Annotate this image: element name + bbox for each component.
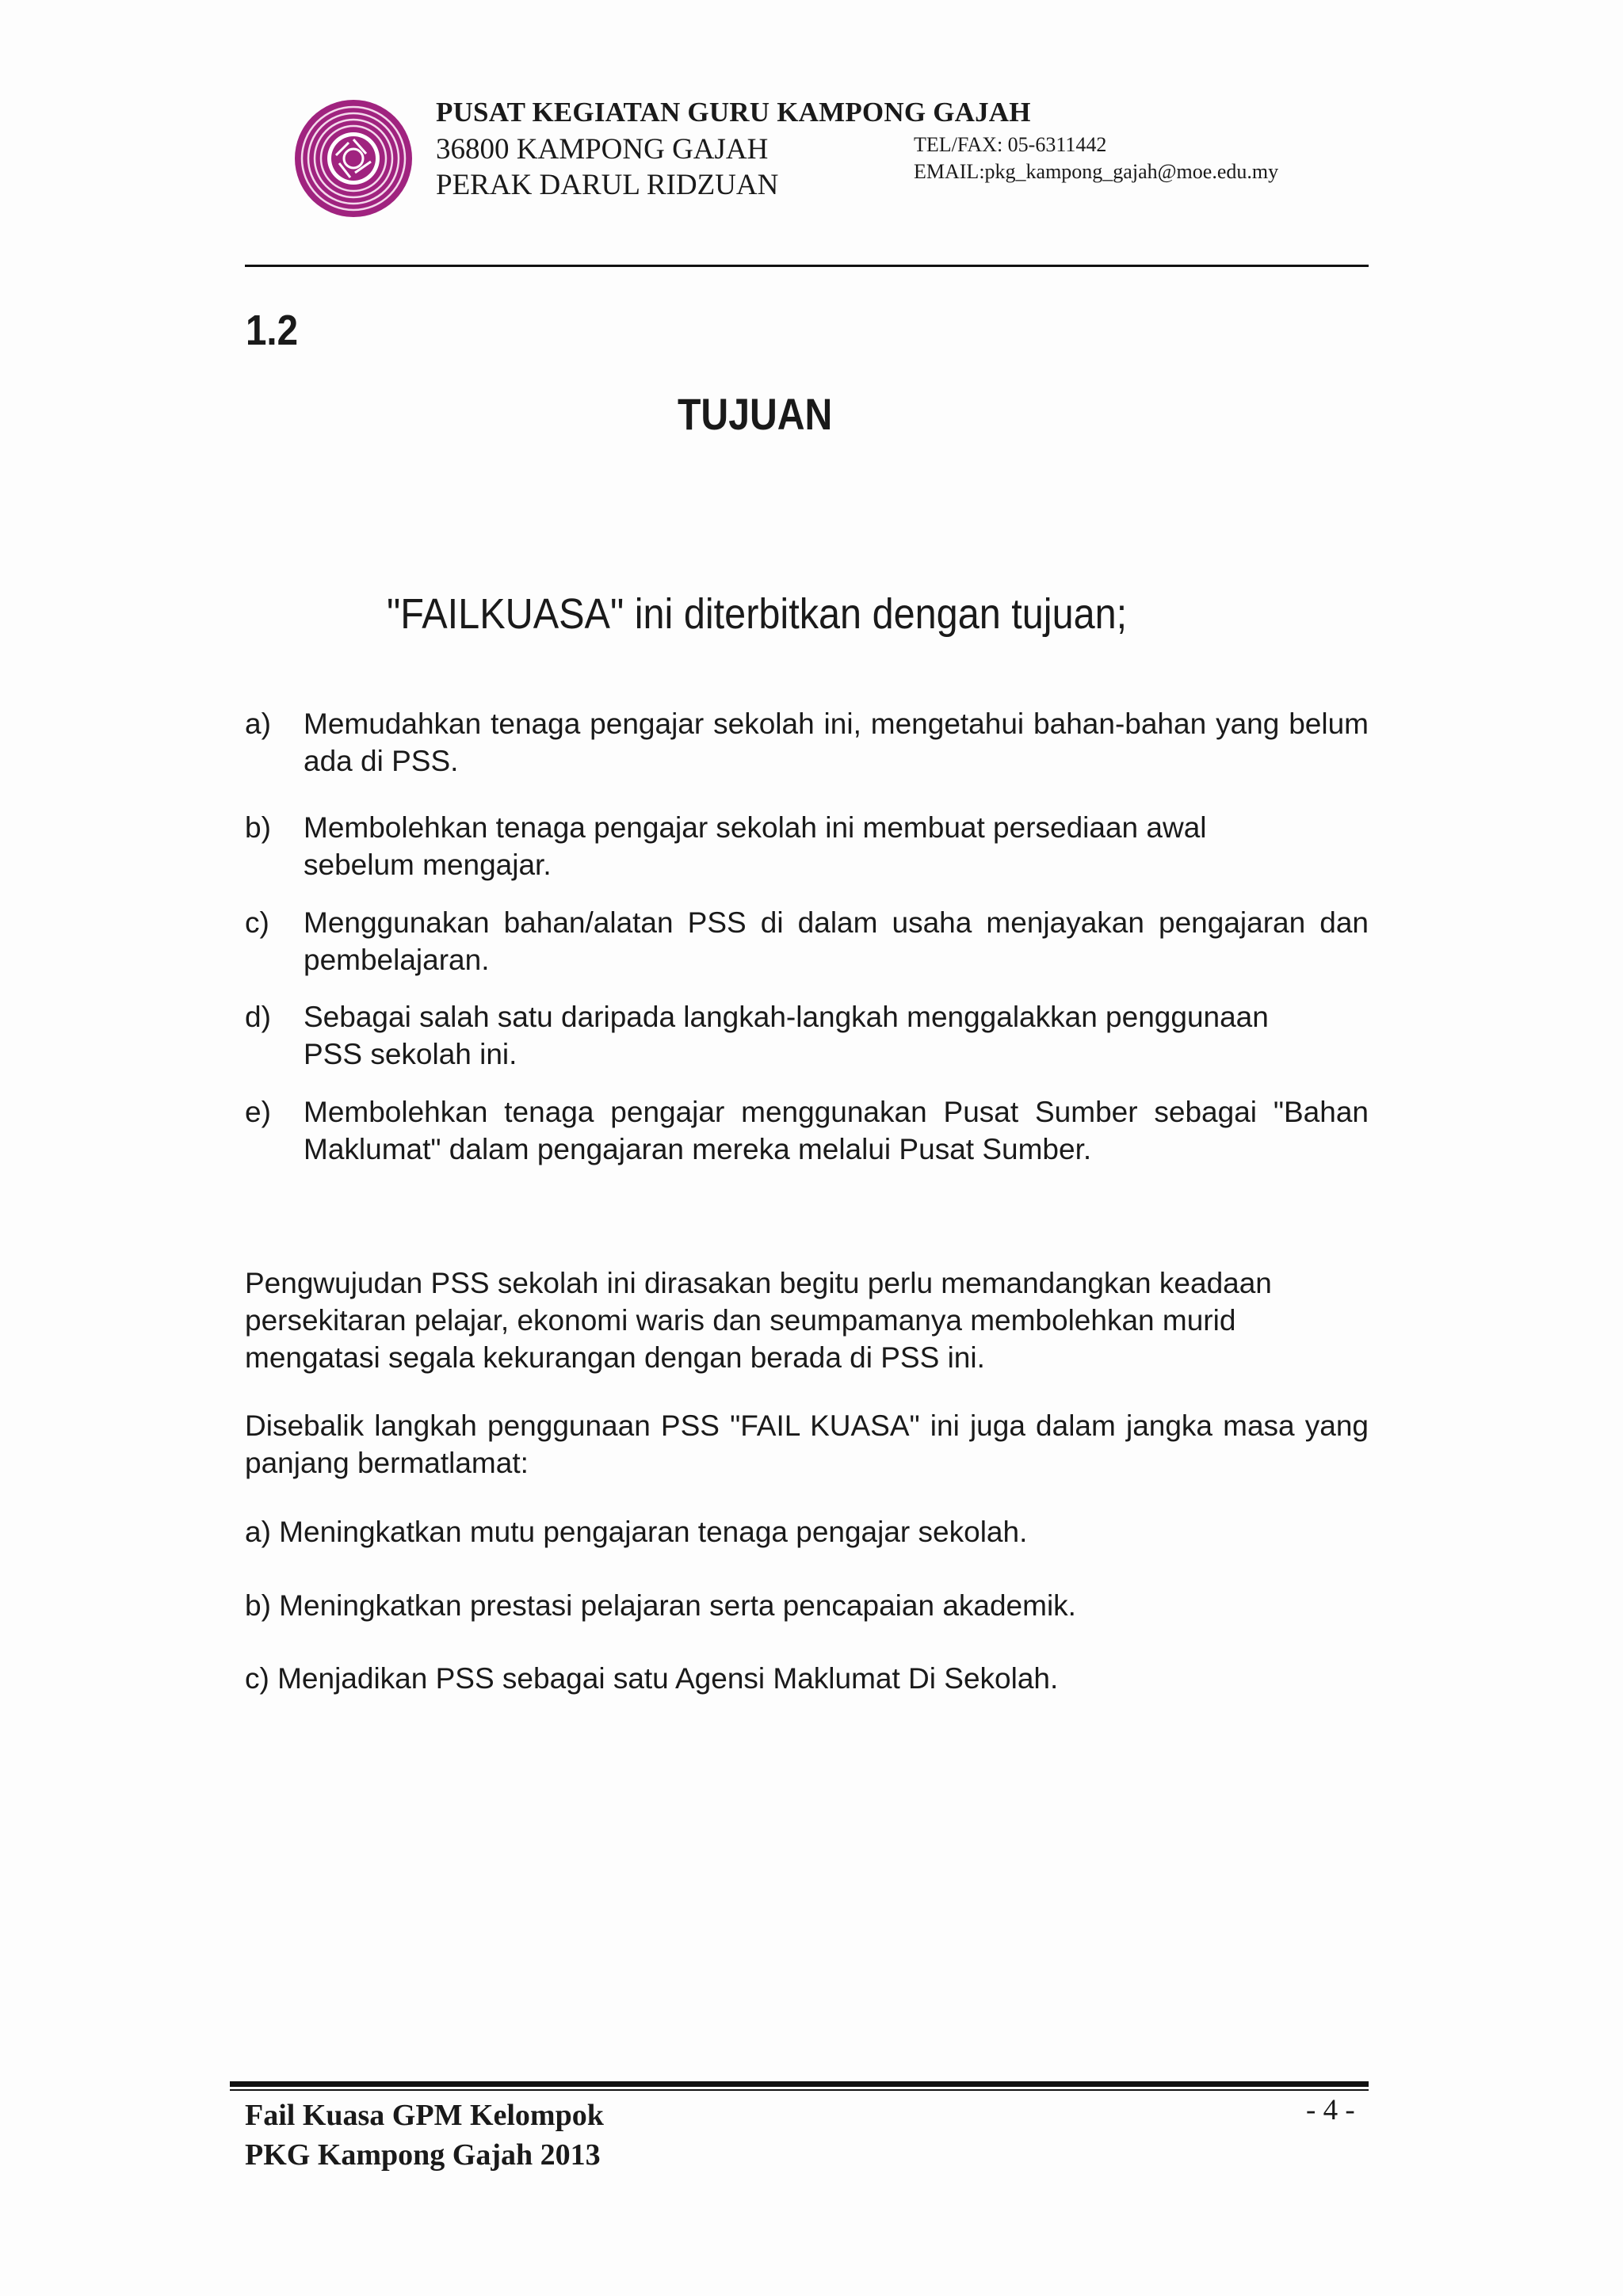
goal-item: c) Menjadikan PSS sebagai satu Agensi Maklumat Di Sekolah.	[245, 1662, 1059, 1695]
organization-name: PUSAT KEGIATAN GURU KAMPONG GAJAH	[436, 97, 1031, 128]
address-line-2: PERAK DARUL RIDZUAN	[436, 169, 779, 201]
address-line-1: 36800 KAMPONG GAJAH	[436, 133, 769, 166]
list-item-marker: e)	[245, 1096, 271, 1128]
footer-text	[245, 2096, 604, 2175]
list-item-marker: d)	[245, 1001, 271, 1033]
section-title: TUJUAN	[678, 389, 833, 439]
list-item-marker: c)	[245, 906, 269, 939]
paragraph-1: Pengwujudan PSS sekolah ini dirasakan begitu perlu memandangkan keadaan persekitaran pelajar, ekonomi waris dan seumpamanya membolehkan murid mengatasi segala kekurangan dengan berada di PSS ini.	[245, 1267, 1272, 1374]
tel-fax: TEL/FAX: 05-6311442	[914, 133, 1107, 156]
footer-line-1: Fail Kuasa GPM Kelompok	[245, 2099, 604, 2132]
list-item-text: Sebagai salah satu daripada langkah-langkah menggalakkan penggunaan PSS sekolah ini.	[304, 1001, 1269, 1070]
page-number: - 4 -	[1306, 2094, 1355, 2126]
header-divider	[245, 265, 1369, 267]
section-intro: "FAILKUASA" ini diterbitkan dengan tujuan;	[387, 590, 1128, 638]
email: EMAIL:pkg_kampong_gajah@moe.edu.my	[914, 160, 1279, 183]
footer-divider	[230, 2081, 1369, 2087]
paragraph-2: Disebalik langkah penggunaan PSS "FAIL KUASA" ini juga dalam jangka masa yang panjang bermatlamat:	[245, 1409, 1369, 1479]
list-item-marker: a)	[245, 707, 271, 740]
list-item-text: Membolehkan tenaga pengajar sekolah ini membuat persediaan awal sebelum mengajar.	[304, 811, 1207, 881]
footer-divider-thin	[230, 2089, 1369, 2091]
footer-line-2: PKG Kampong Gajah 2013	[245, 2138, 601, 2172]
pkg-logo-icon	[293, 98, 414, 219]
list-item-text: Menggunakan bahan/alatan PSS di dalam usaha menjayakan pengajaran dan pembelajaran.	[304, 906, 1369, 976]
list-item-marker: b)	[245, 811, 271, 844]
organization-address	[436, 132, 778, 203]
section-number: 1.2	[246, 307, 299, 354]
list-item-text: Memudahkan tenaga pengajar sekolah ini, mengetahui bahan-bahan yang belum ada di PSS.	[304, 707, 1369, 777]
goal-item: b) Meningkatkan prestasi pelajaran serta pencapaian akademik.	[245, 1589, 1076, 1622]
list-item-text: Membolehkan tenaga pengajar menggunakan Pusat Sumber sebagai "Bahan Maklumat" dalam pengajaran mereka melalui Pusat Sumber.	[304, 1096, 1369, 1165]
goal-item: a) Meningkatkan mutu pengajaran tenaga pengajar sekolah.	[245, 1516, 1028, 1548]
organization-contact	[914, 132, 1278, 185]
